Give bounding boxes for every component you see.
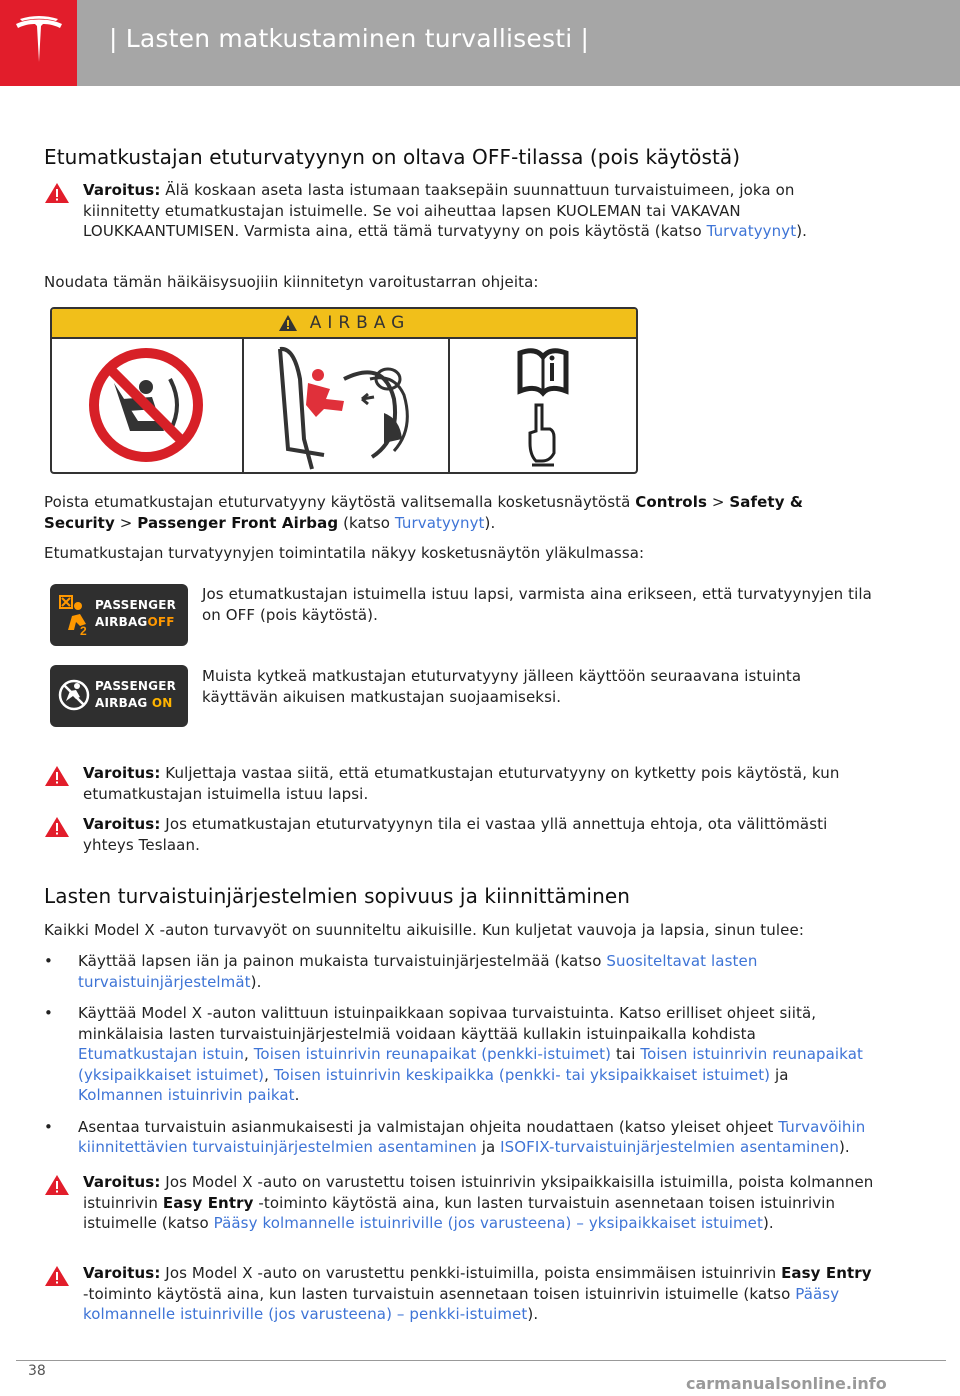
- badge-on-description: Muista kytkeä matkustajan etuturvatyyny jälleen käyttöön seuraavana istuinta käyttävän aikuisen matkustajan suojaamiseksi.: [202, 667, 802, 706]
- warning-triangle-icon: [44, 816, 70, 838]
- airbag-on-icon: [58, 677, 90, 713]
- warning-3: [44, 814, 874, 855]
- badge-line2: [95, 696, 173, 710]
- list-item-text-end: ).: [838, 1138, 850, 1156]
- badge-line2: [95, 615, 175, 629]
- link-isofix-installation[interactable]: ISOFIX-turvaistuinjärjestelmien asentaminen: [500, 1138, 839, 1156]
- warning-label: Varoitus:: [83, 764, 161, 782]
- airbag-status-intro: Etumatkustajan turvatyynyjen toimintatila näkyy kosketusnäytön yläkulmassa:: [44, 544, 645, 562]
- badge-state-on: ON: [151, 696, 173, 710]
- warning-1: [44, 180, 874, 242]
- link-third-row-access-single[interactable]: Pääsy kolmannelle istuinriville (jos varusteena) – yksipaikkaiset istuimet: [213, 1214, 763, 1232]
- label-intro-text: Noudata tämän häikäisysuojiin kiinnitetyn varoitustarran ohjeita:: [44, 273, 539, 291]
- list-item-text-end: ).: [250, 972, 262, 991]
- warning-5: [44, 1263, 874, 1325]
- warning-text: Jos Model X -auto on varustettu penkki-istuimilla, poista ensimmäisen istuinrivin: [160, 1264, 782, 1282]
- child-seat-intro: Kaikki Model X -auton turvavyöt on suunniteltu aikuisille. Kun kuljetat vauvoja ja lapsia, sinun tulee:: [44, 921, 804, 939]
- warning-text: Älä koskaan aseta lasta istumaan taaksepäin suunnattuun turvaistuimeen, joka on kiinnitetty etumatkustajan istuimelle. Se voi aiheuttaa lapsen KUOLEMAN tai VAKAVAN LOUKKAANTUMISEN. Varmista aina, että tämä turvatyyny on pois käytöstä (katso: [83, 181, 795, 240]
- read-manual-icon: [450, 339, 636, 472]
- footer-divider: [16, 1360, 946, 1361]
- warning-text: Kuljettaja vastaa siitä, että etumatkustajan etuturvatyyny on kytketty pois käytöstä, kun etumatkustajan istuimella istuu lapsi.: [83, 764, 840, 803]
- list-separator: ja: [770, 1065, 789, 1084]
- link-turvatyynyt[interactable]: Turvatyynyt: [394, 513, 485, 532]
- disable-airbag-instructions: [44, 492, 874, 533]
- warning-text-end: ).: [762, 1214, 774, 1232]
- warning-text: Jos etumatkustajan etuturvatyynyn tila ei vastaa yllä annettuja ehtoja, ota välittömästi yhteys Teslaan.: [83, 815, 828, 854]
- menu-path-safety: Safety & Security: [44, 493, 804, 532]
- list-item-text: Asentaa turvaistuin asianmukaisesti ja valmistajan ohjeita noudattaen (katso yleiset ohjeet: [78, 1117, 779, 1136]
- watermark: carmanualsonline.info: [686, 1374, 887, 1393]
- passenger-airbag-off-badge: [50, 584, 188, 646]
- label-panel-read-manual: [450, 339, 636, 472]
- section-heading-airbag-off: Etumatkustajan etuturvatyynyn on oltava OFF-tilassa (pois käytöstä): [44, 145, 741, 169]
- list-separator: tai: [611, 1045, 641, 1063]
- list-item-text: Käyttää Model X -auton valittuun istuinpaikkaan sopivaa turvaistuinta. Katso erilliset ohjeet siitä, minkälaisia lasten turvaistuinjärjestelmiä voidaan käyttää kullakin istuinpaikalla kohdista: [78, 1004, 817, 1043]
- child-seat-requirements-list: [44, 951, 874, 1169]
- airbag-off-icon: [58, 594, 92, 636]
- menu-path-controls: Controls: [635, 493, 707, 511]
- warning-text-end: ).: [796, 222, 808, 240]
- link-turvatyynyt[interactable]: Turvatyynyt: [706, 222, 797, 240]
- section-heading-child-seats: Lasten turvaistuinjärjestelmien sopivuus ja kiinnittäminen: [44, 884, 631, 908]
- link-recommended-seats[interactable]: Suositeltavat lasten turvaistuinjärjestelmät: [78, 952, 758, 991]
- label-panel-no-child-seat: [52, 339, 244, 472]
- easy-entry-term: Easy Entry: [162, 1193, 254, 1212]
- list-item-text-end: .: [294, 1086, 300, 1104]
- warning-triangle-icon: [44, 182, 70, 204]
- warning-triangle-icon: [278, 314, 298, 332]
- warning-text: Jos Model X -auto on varustettu toisen istuinrivin yksipaikkaisilla istuimilla, poista kolmannen istuinrivin: [83, 1173, 874, 1212]
- warning-text: -toiminto käytöstä aina, kun lasten turvaistuin asennetaan toisen istuinrivin istuimelle (katso: [83, 1193, 836, 1232]
- warning-2: [44, 763, 874, 804]
- list-separator: ja: [476, 1138, 501, 1156]
- link-second-row-outboard-bench[interactable]: Toisen istuinrivin reunapaikat (penkki-istuimet): [253, 1045, 612, 1063]
- link-second-row-outboard-single[interactable]: Toisen istuinrivin reunapaikat (yksipaikkaiset istuimet): [78, 1045, 863, 1084]
- menu-path-airbag: Passenger Front Airbag: [137, 513, 339, 532]
- warning-triangle-icon: [44, 1265, 70, 1287]
- list-item: [44, 1117, 874, 1158]
- warning-triangle-icon: [44, 1174, 70, 1196]
- link-third-row-access-bench[interactable]: Pääsy kolmannelle istuinriville (jos varusteena) – penkki-istuimet: [83, 1284, 840, 1323]
- tesla-logo-icon: [0, 0, 77, 86]
- warning-4: [44, 1172, 874, 1234]
- badge-airbag-text: AIRBAG: [95, 615, 148, 629]
- link-belt-installation[interactable]: Turvavöihin kiinnitettävien turvaistuinjärjestelmien asentaminen: [78, 1117, 866, 1156]
- svg-text:2: 2: [80, 624, 87, 636]
- warning-label: Varoitus:: [83, 815, 161, 833]
- instruction-text: (katso: [338, 513, 395, 532]
- warning-label: Varoitus:: [83, 1264, 161, 1282]
- easy-entry-term: Easy Entry: [781, 1264, 872, 1282]
- badge-state-off: OFF: [147, 615, 175, 629]
- passenger-airbag-on-badge: [50, 665, 188, 727]
- list-separator: ,: [264, 1065, 274, 1084]
- link-third-row-seats[interactable]: Kolmannen istuinrivin paikat: [78, 1086, 295, 1104]
- warning-text-end: ).: [527, 1305, 539, 1323]
- warning-triangle-icon: [44, 765, 70, 787]
- instruction-text: Poista etumatkustajan etuturvatyyny käytöstä valitsemalla kosketusnäytöstä: [44, 493, 636, 511]
- menu-path-separator: >: [114, 513, 138, 532]
- badge-line1: PASSENGER: [95, 679, 177, 693]
- label-panel-airbag-deploy: [244, 339, 450, 472]
- warning-label: Varoitus:: [83, 1173, 161, 1191]
- airbag-warning-label: [50, 307, 638, 474]
- badge-off-description: Jos etumatkustajan istuimella istuu lapsi, varmista aina erikseen, että turvatyynyjen tila on OFF (pois käytöstä).: [202, 585, 872, 624]
- link-second-row-center[interactable]: Toisen istuinrivin keskipaikka (penkki- tai yksipaikkaiset istuimet): [273, 1065, 771, 1084]
- page-number: 38: [28, 1363, 46, 1379]
- badge-line1: PASSENGER: [95, 598, 177, 612]
- list-separator: ,: [243, 1045, 254, 1063]
- airbag-label-text: AIRBAG: [309, 313, 411, 333]
- list-item: [44, 951, 874, 992]
- menu-path-separator: >: [707, 493, 730, 511]
- page-header: [0, 0, 960, 86]
- warning-label: Varoitus:: [83, 181, 161, 199]
- instruction-text-end: ).: [484, 513, 496, 532]
- airbag-label-bar: [52, 309, 636, 339]
- list-item-text: Käyttää lapsen iän ja painon mukaista turvaistuinjärjestelmää (katso: [78, 952, 607, 970]
- warning-text: -toiminto käytöstä aina, kun lasten turvaistuin asennetaan toisen istuinrivin istuimelle (katso: [83, 1284, 796, 1303]
- airbag-deploy-icon: [244, 339, 450, 472]
- chapter-title: | Lasten matkustaminen turvallisesti |: [109, 24, 590, 53]
- badge-airbag-text: AIRBAG: [95, 696, 148, 710]
- link-front-passenger-seat[interactable]: Etumatkustajan istuin: [78, 1045, 244, 1063]
- no-rear-facing-seat-icon: [52, 339, 244, 472]
- list-item: [44, 1003, 874, 1106]
